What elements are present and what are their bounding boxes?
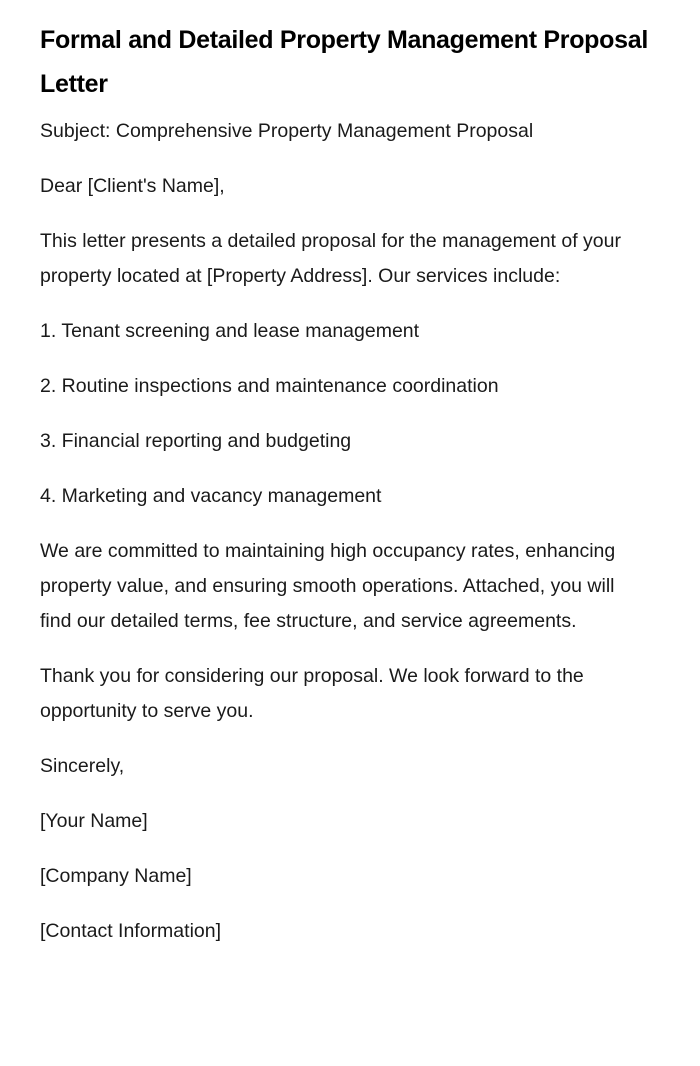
signature-block <box>40 749 650 949</box>
closing: Sincerely, <box>40 755 125 777</box>
service-item: 4. Marketing and vacancy management <box>40 485 382 507</box>
service-item: 2. Routine inspections and maintenance coordination <box>40 375 499 397</box>
service-item: 1. Tenant screening and lease management <box>40 320 420 342</box>
services-list <box>40 314 650 514</box>
service-item: 3. Financial reporting and budgeting <box>40 430 352 452</box>
signer-name: [Your Name] <box>40 810 148 832</box>
thanks-paragraph: Thank you for considering our proposal. We look forward to the opportunity to serve you. <box>40 665 584 722</box>
contact-information: [Contact Information] <box>40 920 222 942</box>
letter-page <box>40 18 650 969</box>
commitment-paragraph: We are committed to maintaining high occupancy rates, enhancing property value, and ensuring smooth operations. Attached, you will find our detailed terms, fee structure, and service agreements. <box>40 540 616 632</box>
subject-line: Subject: Comprehensive Property Management Proposal <box>40 120 534 142</box>
document-title: Formal and Detailed Property Management Proposal Letter <box>40 26 648 98</box>
company-name: [Company Name] <box>40 865 192 887</box>
intro-paragraph: This letter presents a detailed proposal for the management of your property located at [Property Address]. Our services include: <box>40 230 621 287</box>
salutation: Dear [Client's Name], <box>40 175 225 197</box>
